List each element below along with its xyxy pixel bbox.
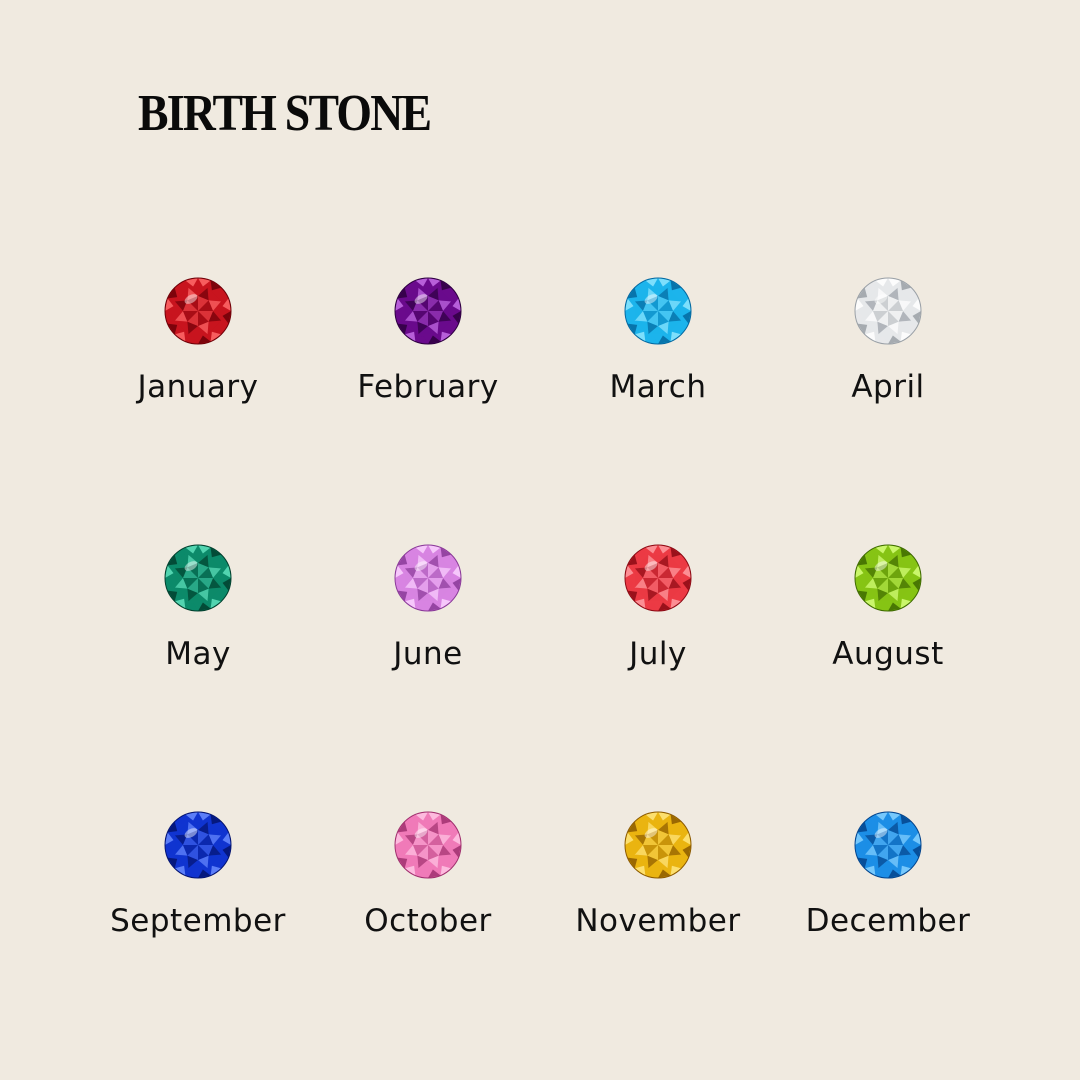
- month-label: December: [805, 903, 971, 939]
- stone-december: [773, 811, 1003, 1078]
- month-label: January: [137, 369, 259, 405]
- stone-june: [313, 544, 543, 811]
- gem-icon: [854, 811, 922, 879]
- gem-icon: [854, 277, 922, 345]
- month-label: September: [110, 903, 286, 939]
- gem-icon: [624, 277, 692, 345]
- stone-april: [773, 277, 1003, 544]
- birthstone-grid: [83, 277, 1003, 1078]
- month-label: June: [393, 636, 463, 672]
- month-label: July: [629, 636, 687, 672]
- gem-icon: [164, 277, 232, 345]
- stone-january: [83, 277, 313, 544]
- month-label: May: [165, 636, 231, 672]
- stone-october: [313, 811, 543, 1078]
- stone-july: [543, 544, 773, 811]
- month-label: August: [832, 636, 944, 672]
- month-label: March: [609, 369, 707, 405]
- gem-icon: [624, 544, 692, 612]
- gem-icon: [624, 811, 692, 879]
- gem-icon: [394, 277, 462, 345]
- stone-february: [313, 277, 543, 544]
- stone-november: [543, 811, 773, 1078]
- stone-september: [83, 811, 313, 1078]
- gem-icon: [164, 544, 232, 612]
- gem-icon: [394, 544, 462, 612]
- month-label: November: [575, 903, 741, 939]
- month-label: February: [357, 369, 499, 405]
- gem-icon: [394, 811, 462, 879]
- gem-icon: [164, 811, 232, 879]
- stone-august: [773, 544, 1003, 811]
- page-title: BIRTH STONE: [138, 85, 431, 142]
- month-label: April: [851, 369, 925, 405]
- month-label: October: [364, 903, 492, 939]
- stone-march: [543, 277, 773, 544]
- stone-may: [83, 544, 313, 811]
- gem-icon: [854, 544, 922, 612]
